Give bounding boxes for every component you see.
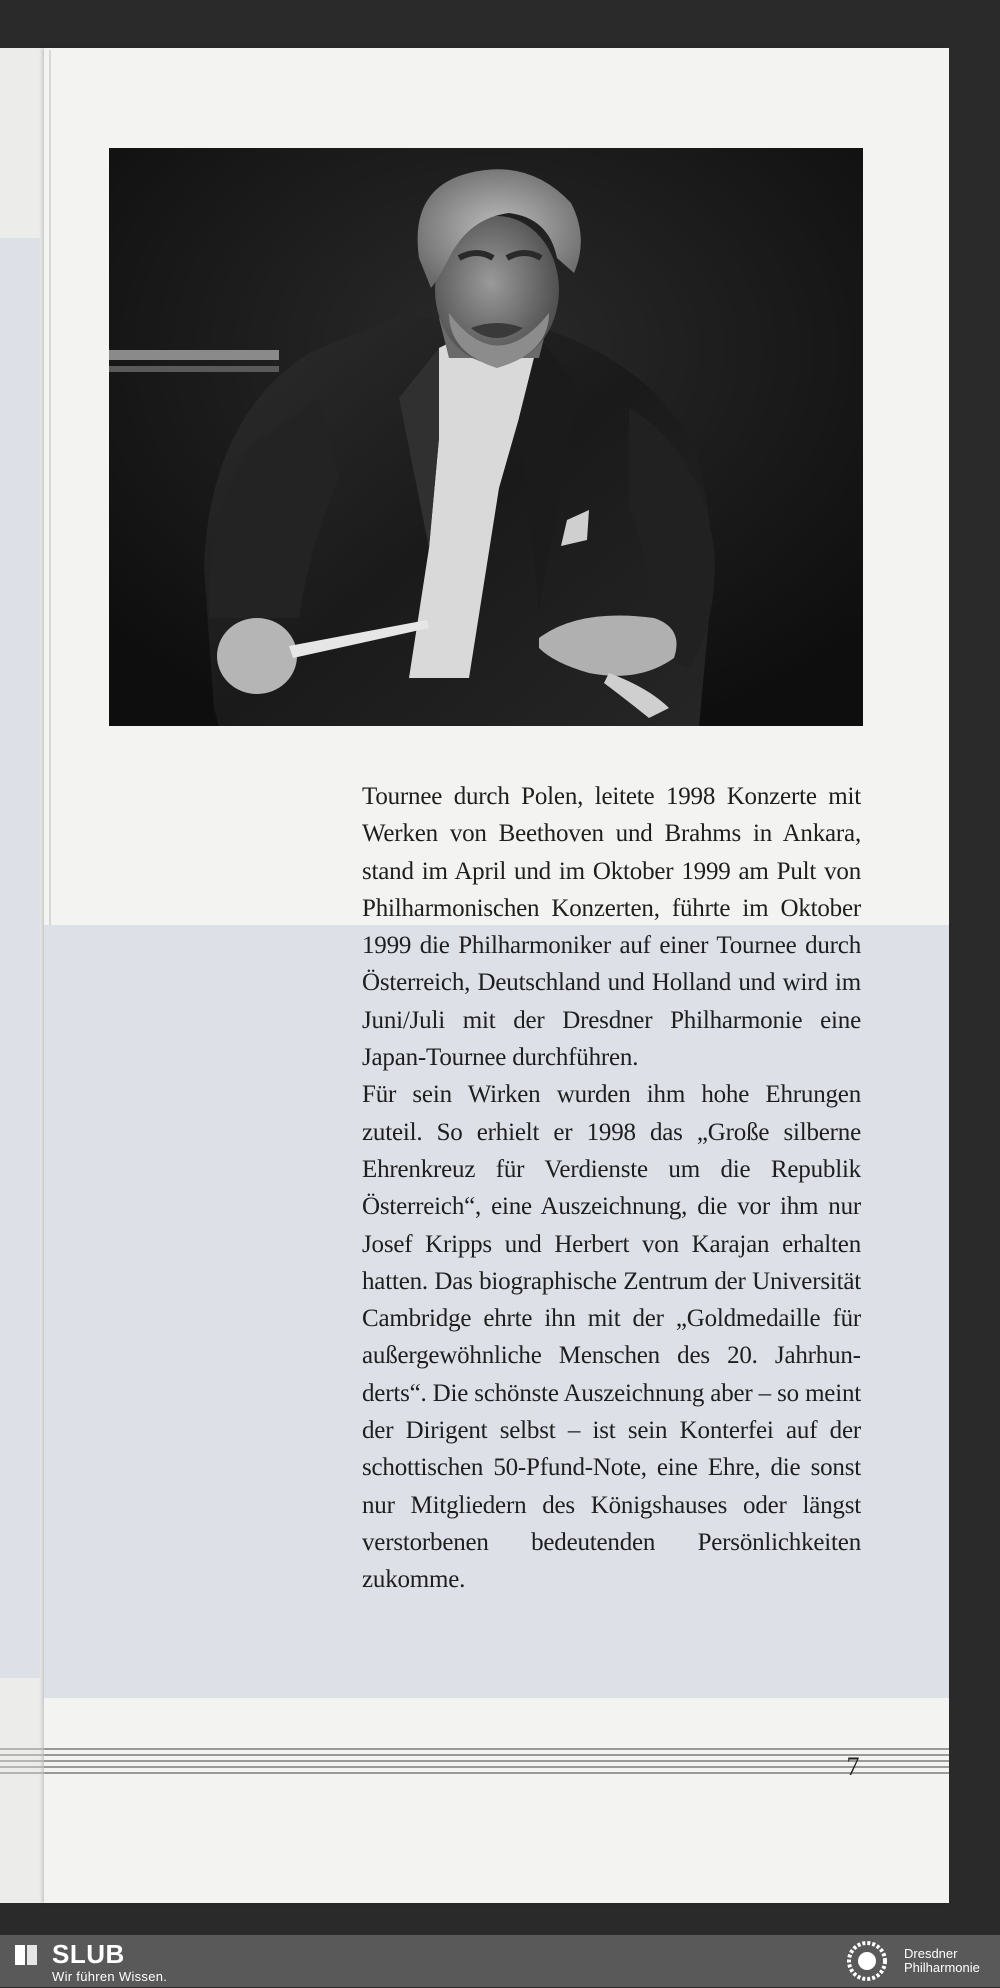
conductor-photo-illustration: [109, 148, 863, 726]
philharmonie-logo-icon[interactable]: [840, 1939, 894, 1983]
rule-line: [44, 1766, 949, 1768]
left-page-band: [0, 238, 40, 1678]
page-number: 7: [846, 1752, 860, 1781]
rule-line: [0, 1766, 44, 1768]
rule-line: [44, 1748, 949, 1750]
rule-line: [0, 1754, 44, 1756]
biography-text: [362, 778, 861, 1599]
paragraph-honors: Für sein Wirken wurden ihm hohe Ehrungen zuteil. So erhielt er 1998 das „Große silberne Ehrenkreuz für Verdienste um die Republik Österreich“, eine Auszeichnung, die vor ihm nur Josef Kripps und Herbert von Karajan erhalten hatten. Das biographische Zentrum der Universität Cambridge ehrte ihn mit der „Goldmedaille für außergewöhnliche Menschen des 20. Jahrhunderts“. Die schönste Auszeichnung aber – so meint der Dirigent selbst – ist sein Konterfei auf der schottischen 50-Pfund-Note, eine Ehre, die sonst nur Mitgliedern des Königshauses oder längst verstorbenen bedeutenden Persönlichkeiten zukomme.: [362, 1081, 861, 1594]
philharmonie-label: [904, 1947, 980, 1975]
rule-line: [0, 1772, 44, 1774]
left-page-rules: [0, 1748, 44, 1788]
bottom-rules: [44, 1748, 949, 1788]
footer-bar: [0, 1935, 1000, 1987]
footer-tagline: Wir führen Wissen.: [52, 1969, 168, 1984]
partner-line-2: Philharmonie: [904, 1960, 980, 1975]
rule-line: [44, 1772, 949, 1774]
rule-line: [44, 1760, 949, 1762]
left-page-edge: [0, 48, 44, 1903]
conductor-photo: [109, 148, 863, 726]
rule-line: [0, 1760, 44, 1762]
rule-line: [0, 1748, 44, 1750]
rule-line: [44, 1754, 949, 1756]
paragraph-tour: Tournee durch Polen, leitete 1998 Konzerte mit Werken von Beethoven und Brahms in Ankara, stand im April und im Oktober 1999 am Pult von Philharmonischen Konzerten, führte im Oktober 1999 die Philharmoniker auf einer Tournee durch Österreich, Deutschland und Holland und wird im Juni/Juli mit der Dresdner Philharmonie eine Japan-Tournee durchführen.: [362, 783, 861, 1072]
partner-line-1: Dresdner: [904, 1946, 958, 1961]
page-fold-line: [49, 50, 51, 930]
slub-logo-icon[interactable]: [14, 1943, 38, 1967]
footer-brand[interactable]: SLUB: [52, 1939, 125, 1969]
